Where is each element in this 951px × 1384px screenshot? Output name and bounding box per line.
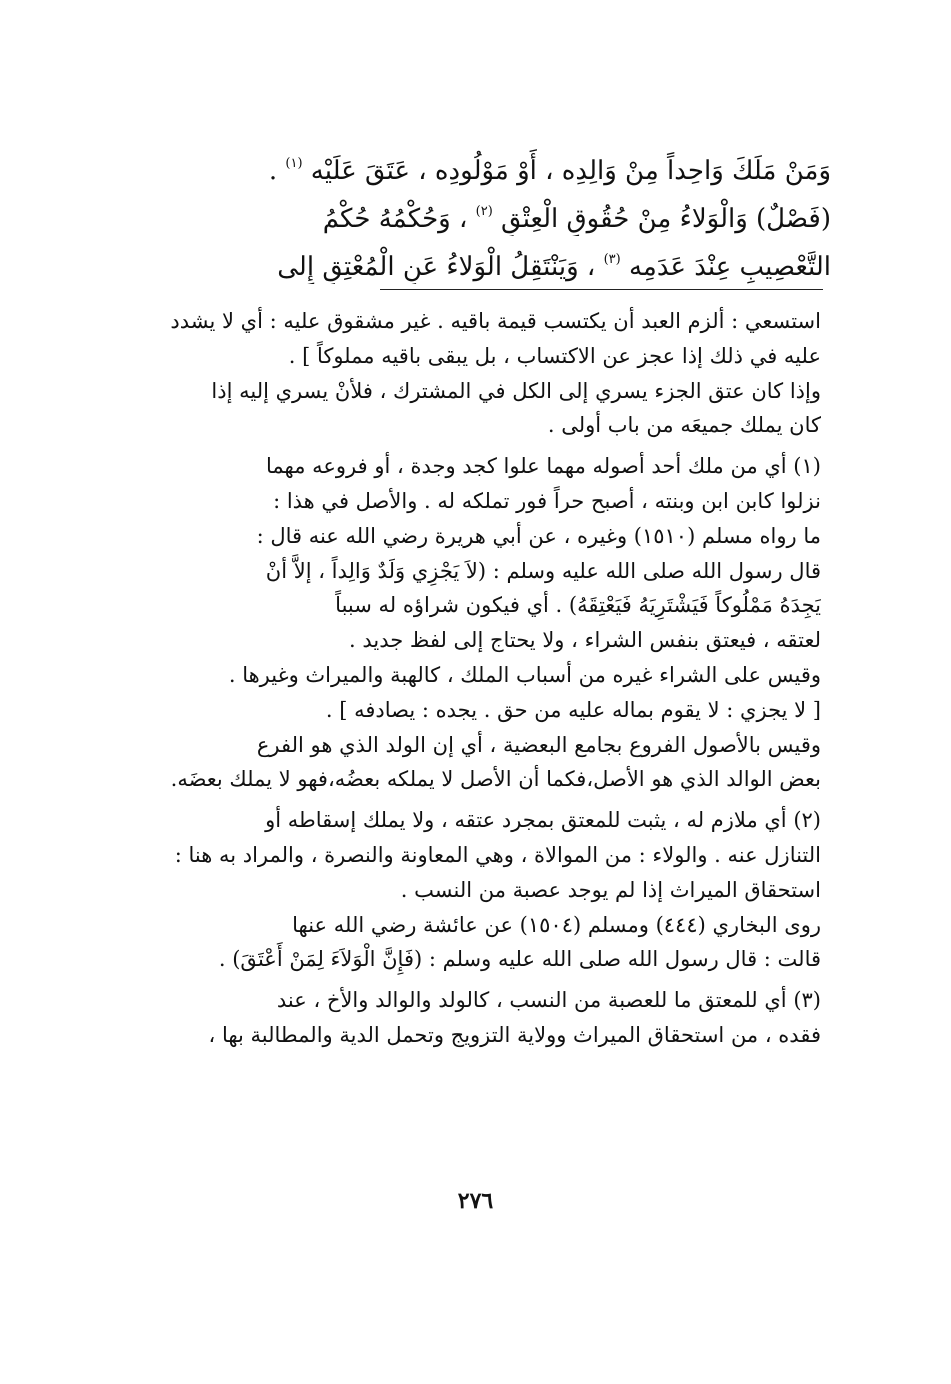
main-text-span: وَمَنْ مَلَكَ وَاحِداً مِنْ وَالِدِه ، أَوْ مَوْلُودِه ، عَتَقَ عَلَيْه: [310, 156, 831, 186]
main-line: [130, 188, 831, 236]
note-line: استسعي : ألزم العبد أن يكتسب قيمة باقيه . غير مشقوق عليه : أي لا يشدد: [170, 309, 821, 333]
note-line: نزلوا كابن ابن وبنته ، أصبح حراً فور تملكه له . والأصل في هذا :: [273, 488, 821, 513]
note-line: (٣) أي للمعتق ما للعصبة من النسب ، كالولد والوالد والأخ ، عند: [276, 988, 821, 1013]
page-number: ٢٧٦: [457, 1188, 494, 1214]
note-line: استحقاق الميراث إذا لم يوجد عصبة من النسب .: [400, 877, 821, 902]
note-line: [ لا يجزي : لا يقوم بماله عليه من حق . يجده : يصادفه ] .: [325, 697, 821, 722]
note-line: بعض الوالد الذي هو الأصل،فكما أن الأصل لا يملكه بعضُه،فهو لا يملك بعضَه.: [170, 767, 821, 792]
note-line: التنازل عنه . والولاء : من الموالاة ، وهي المعاونة والنصرة ، والمراد به هنا :: [174, 842, 821, 867]
note-line: قالت : قال رسول الله صلى الله عليه وسلم : (فَإِنَّ الْوَلاَءَ لِمَنْ أَعْتَقَ) .: [218, 947, 821, 972]
main-text-span: (فَصْلٌ) وَالْوَلاءُ مِنْ حُقُوقِ الْعِتْقِ: [501, 204, 831, 234]
footnotes: [128, 304, 821, 1053]
note-line: وإذا كان عتق الجزء يسري إلى الكل في المشترك ، فلأنْ يسري إليه إذا: [211, 378, 821, 403]
note-line: عليه في ذلك إذا عجز عن الاكتساب ، بل يبقى باقيه مملوكاً ] .: [288, 343, 821, 368]
note-line: وقيس بالأصول الفروع بجامع البعضية ، أي إن الولد الذي هو الفرع: [256, 732, 821, 757]
main-text-suffix: ، وَيَنْتَقِلُ الْوَلاءُ عَنِ الْمُعْتِقِ إِلى: [277, 252, 604, 282]
main-line: [130, 236, 831, 284]
main-line: [130, 140, 831, 188]
main-text-span: التَّعْصِيبِ عِنْدَ عَدَمِه: [628, 252, 831, 282]
note-line: قال رسول الله صلى الله عليه وسلم : (لاَ يَجْزِي وَلَدٌ وَالِداً ، إلاَّ أنْ: [265, 558, 821, 583]
main-text-suffix: .: [268, 156, 286, 186]
note-line: وقيس على الشراء غيره من أسباب الملك ، كالهبة والميراث وغيرها .: [228, 662, 821, 687]
note-line: فقده ، من استحقاق الميراث وولاية التزويج وتحمل الدية والمطالبة بها ،: [208, 1022, 821, 1047]
footnote-separator: [380, 289, 823, 290]
note-line: (٢) أي ملازم له ، يثبت للمعتق بمجرد عتقه ، ولا يملك إسقاطه أو: [265, 808, 821, 833]
note-line: روى البخاري (٤٤٤) ومسلم (١٥٠٤) عن عائشة رضي الله عنها: [292, 912, 821, 937]
footnote-marker: (٢): [475, 204, 493, 219]
note-line: كان يملك جميعَه من باب أولى .: [547, 413, 821, 438]
note-line: (١) أي من ملك أحد أصوله مهما علوا كجد وجدة ، أو فروعه مهما: [265, 454, 821, 479]
main-text-suffix: ، وَحُكْمُهُ حُكْمُ: [322, 204, 476, 234]
note-line: يَجِدَهُ مَمْلُوكاً فَيَشْتَرِيَهُ فَيَعْتِقَهُ) . أي فيكون شراؤه له سبباً: [335, 593, 821, 618]
main-text: [130, 140, 831, 284]
footnote-marker: (٣): [603, 252, 621, 267]
footnote-marker: (١): [285, 156, 303, 171]
note-line: ما رواه مسلم (١٥١٠) وغيره ، عن أبي هريرة رضي الله عنه قال :: [256, 523, 821, 548]
note-line: لعتقه ، فيعتق بنفس الشراء ، ولا يحتاج إلى لفظ جديد .: [349, 628, 821, 653]
